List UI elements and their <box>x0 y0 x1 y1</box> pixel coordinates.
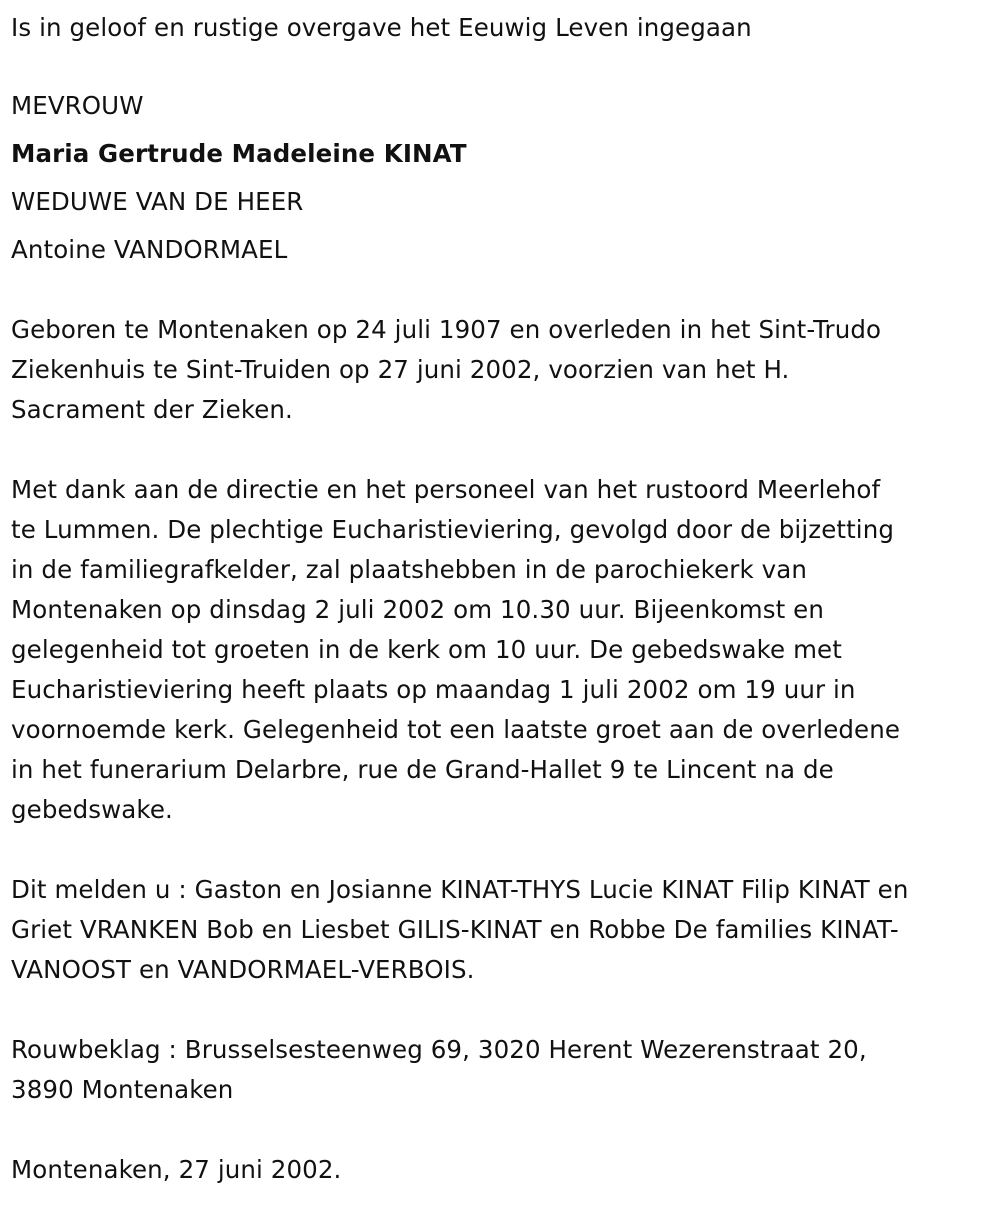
birth-death-paragraph <box>11 310 986 430</box>
paragraph-line: Griet VRANKEN Bob en Liesbet GILIS-KINAT en Robbe De families KINAT- <box>11 915 899 944</box>
paragraph-line: Ziekenhuis te Sint-Truiden op 27 juni 2002, voorzien van het H. <box>11 355 790 384</box>
paragraph-line: voornoemde kerk. Gelegenheid tot een laatste groet aan de overledene <box>11 715 901 744</box>
paragraph-line: te Lummen. De plechtige Eucharistieviering, gevolgd door de bijzetting <box>11 515 894 544</box>
paragraph-line: Sacrament der Zieken. <box>11 395 293 424</box>
paragraph-line: Dit melden u : Gaston en Josianne KINAT-THYS Lucie KINAT Filip KINAT en <box>11 875 909 904</box>
relation-line: WEDUWE VAN DE HEER <box>11 187 304 216</box>
paragraph-line: Met dank aan de directie en het personeel van het rustoord Meerlehof <box>11 475 881 504</box>
place-date-paragraph <box>11 1150 986 1190</box>
paragraph-line: in het funerarium Delarbre, rue de Grand-Hallet 9 te Lincent na de <box>11 755 834 784</box>
condolence-paragraph <box>11 1030 986 1110</box>
family-paragraph <box>11 870 986 990</box>
place-date: Montenaken, 27 juni 2002. <box>11 1155 342 1184</box>
ceremony-paragraph <box>11 470 986 830</box>
paragraph-line: gebedswake. <box>11 795 173 824</box>
spouse-name: Antoine VANDORMAEL <box>11 235 288 264</box>
obituary-document <box>11 8 986 1190</box>
paragraph-line: VANOOST en VANDORMAEL-VERBOIS. <box>11 955 475 984</box>
paragraph-line: Rouwbeklag : Brusselsesteenweg 69, 3020 Herent Wezerenstraat 20, <box>11 1035 867 1064</box>
paragraph-line: 3890 Montenaken <box>11 1075 234 1104</box>
intro-line: Is in geloof en rustige overgave het Eeuwig Leven ingegaan <box>11 13 752 42</box>
paragraph-line: gelegenheid tot groeten in de kerk om 10 uur. De gebedswake met <box>11 635 842 664</box>
paragraph-line: Eucharistieviering heeft plaats op maandag 1 juli 2002 om 19 uur in <box>11 675 856 704</box>
paragraph-line: Geboren te Montenaken op 24 juli 1907 en overleden in het Sint-Trudo <box>11 315 882 344</box>
honorific-title: MEVROUW <box>11 91 144 120</box>
deceased-name: Maria Gertrude Madeleine KINAT <box>11 139 467 168</box>
paragraph-line: in de familiegrafkelder, zal plaatshebben in de parochiekerk van <box>11 555 807 584</box>
paragraph-line: Montenaken op dinsdag 2 juli 2002 om 10.30 uur. Bijeenkomst en <box>11 595 824 624</box>
